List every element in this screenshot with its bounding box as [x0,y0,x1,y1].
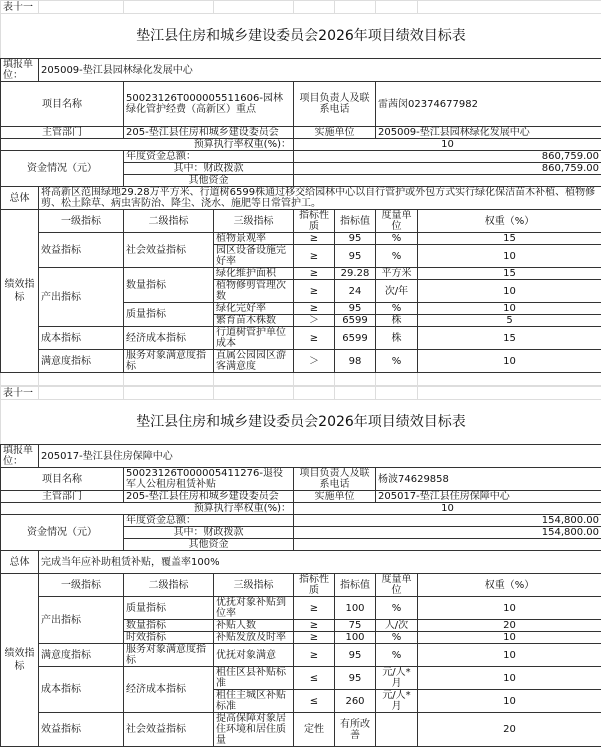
other-funds-label: 其他资金 [124,539,294,551]
dept-value: 205-垫江县住房和城乡建设委员会 [124,127,294,139]
empty-cell [335,1,376,14]
fiscal-label: 其中：财政拨款 [124,163,294,175]
level3-indicator: 提高保障对象居住环境和居住质量 [214,713,294,747]
indicator-nature: ＞ [294,315,335,327]
impl-label: 实施单位 [294,491,376,503]
level2-indicator: 质量指标 [124,303,214,327]
contact-label: 项目负责人及联系电话 [294,82,376,127]
column-header: 一级指标 [39,574,124,597]
measure-unit: % [376,597,418,620]
indicator-header-row [1,574,601,597]
column-header: 二级指标 [124,210,214,233]
measure-unit: % [376,245,418,268]
indicator-nature: ≤ [294,667,335,690]
column-header: 权重（%） [418,574,601,597]
indicator-nature: ≥ [294,303,335,315]
other-funds-value [294,175,601,187]
empty-cell [39,1,124,14]
overall-goal-row [1,551,601,574]
weight: 10 [418,303,601,315]
weight: 5 [418,315,601,327]
column-header: 度量单位 [376,210,418,233]
level3-indicator: 租住主城区补贴标准 [214,690,294,713]
level2-indicator: 经济成本指标 [124,327,214,350]
weight: 15 [418,268,601,280]
level2-indicator: 质量指标 [124,597,214,620]
empty-cell [294,387,335,400]
measure-unit: 株 [376,327,418,350]
measure-unit: % [376,303,418,315]
empty-cell [376,373,418,386]
indicator-nature: ＞ [294,350,335,373]
title-row [1,400,601,445]
empty-cell [124,373,214,386]
dept-row [1,127,601,139]
project-row [1,82,601,127]
indicator-nature: 定性 [294,713,335,747]
title-row [1,14,601,59]
impl-value: 205009-垫江县园林绿化发展中心 [376,127,601,139]
performance-target-table [0,386,601,747]
reporting-unit-value: 205009-垫江县园林绿化发展中心 [39,59,601,82]
empty-cell [418,1,601,14]
annual-total-label: 年度资金总额： [124,515,294,527]
level3-indicator: 繁育苗木株数 [214,315,294,327]
impl-value: 205017-垫江县住房保障中心 [376,491,601,503]
column-header: 度量单位 [376,574,418,597]
impl-label: 实施单位 [294,127,376,139]
column-header: 指标值 [335,210,376,233]
blank-row [1,373,601,386]
indicator-row [1,233,601,245]
performance-indicators-label: 绩效指标 [1,210,39,373]
column-header: 三级指标 [214,574,294,597]
empty-cell [124,387,214,400]
indicator-header-row [1,210,601,233]
annual-total-label: 年度资金总额： [124,151,294,163]
level3-indicator: 绿化完好率 [214,303,294,315]
indicator-row [1,597,601,620]
empty-cell [376,387,418,400]
level3-indicator: 直属公园园区游客满意度 [214,350,294,373]
budget-weight-label: 预算执行率权重(%)： [1,503,294,515]
empty-cell [335,373,376,386]
weight: 10 [418,690,601,713]
weight: 10 [418,350,601,373]
indicator-value: 260 [335,690,376,713]
overall-goal-row [1,187,601,210]
indicator-value: 100 [335,597,376,620]
overall-goal-text: 将高新区范围绿地29.28万平方米、行道树6599株通过移交给园林中心以自行管护或外包方式实行绿化保洁苗木补植、植物修剪、松土除草、病虫害防治、降尘、浇水、施肥等日常管护工。 [39,187,601,210]
page-title: 垫江县住房和城乡建设委员会2026年项目绩效目标表 [1,14,601,59]
empty-cell [1,373,39,386]
weight: 15 [418,233,601,245]
indicator-row [1,327,601,350]
column-header: 指标值 [335,574,376,597]
dept-row [1,491,601,503]
indicator-value: 95 [335,644,376,667]
indicator-value: 有所改善 [335,713,376,747]
indicator-nature: ≤ [294,690,335,713]
fiscal-label: 其中：财政拨款 [124,527,294,539]
empty-cell [39,373,124,386]
other-funds-value [294,539,601,551]
table-label: 表十一 [1,387,39,400]
level3-indicator: 优抚对象满意 [214,644,294,667]
overall-label: 总体 [1,187,39,210]
empty-cell [418,387,601,400]
empty-cell [418,373,601,386]
budget-weight-row [1,139,601,151]
measure-unit: 元/人*月 [376,667,418,690]
project-name-value: 50023126T000005411276-退役军人公租房租赁补贴 [124,468,294,491]
annual-total-value: 860,759.00 [294,151,601,163]
funds-label: 资金情况（元） [1,515,124,551]
level2-indicator: 数量指标 [124,268,214,303]
level2-indicator: 社会效益指标 [124,713,214,747]
indicator-value: 100 [335,632,376,644]
indicator-nature: ≥ [294,280,335,303]
performance-indicators-label: 绩效指标 [1,574,39,747]
level1-indicator: 产出指标 [39,268,124,327]
annual-total-value: 154,800.00 [294,515,601,527]
level3-indicator: 行道树管护单位成本 [214,327,294,350]
indicator-nature: ≥ [294,268,335,280]
contact-label: 项目负责人及联系电话 [294,468,376,491]
indicator-nature: ≥ [294,233,335,245]
level1-indicator: 效益指标 [39,713,124,747]
empty-cell [335,387,376,400]
level2-indicator: 时效指标 [124,632,214,644]
dept-label: 主管部门 [1,127,124,139]
funds-row [1,151,601,163]
reporting-unit-label: 填报单位： [1,445,39,468]
level3-indicator: 租住区县补贴标准 [214,667,294,690]
indicator-value: 95 [335,245,376,268]
indicator-value: 95 [335,667,376,690]
empty-cell [124,1,214,14]
column-header: 权重（%） [418,210,601,233]
funds-row [1,515,601,527]
indicator-value: 95 [335,233,376,245]
level2-indicator: 服务对象满意度指标 [124,644,214,667]
column-header: 指标性质 [294,210,335,233]
project-name-label: 项目名称 [1,82,124,127]
budget-weight-label: 预算执行率权重(%)： [1,139,294,151]
contact-value: 杨波74629858 [376,468,601,491]
indicator-row [1,644,601,667]
funds-label: 资金情况（元） [1,151,124,187]
weight: 10 [418,644,601,667]
column-header: 三级指标 [214,210,294,233]
indicator-value: 24 [335,280,376,303]
budget-weight-row [1,503,601,515]
level3-indicator: 补贴发放及时率 [214,632,294,644]
level3-indicator: 绿化维护面积 [214,268,294,280]
level3-indicator: 植物景观率 [214,233,294,245]
weight: 10 [418,597,601,620]
level2-indicator: 服务对象满意度指标 [124,350,214,373]
overall-label: 总体 [1,551,39,574]
measure-unit: % [376,233,418,245]
weight: 10 [418,280,601,303]
indicator-value: 75 [335,620,376,632]
weight: 10 [418,245,601,268]
indicator-nature: ≥ [294,632,335,644]
measure-unit: 株 [376,315,418,327]
measure-unit: % [376,350,418,373]
indicator-row [1,350,601,373]
level1-indicator: 成本指标 [39,327,124,350]
column-header: 二级指标 [124,574,214,597]
empty-cell [376,1,418,14]
weight: 10 [418,667,601,690]
page-title: 垫江县住房和城乡建设委员会2026年项目绩效目标表 [1,400,601,445]
level1-indicator: 满意度指标 [39,644,124,667]
column-header: 一级指标 [39,210,124,233]
dept-label: 主管部门 [1,491,124,503]
reporting-unit-row [1,445,601,468]
level1-indicator: 产出指标 [39,597,124,644]
level1-indicator: 成本指标 [39,667,124,713]
indicator-value: 98 [335,350,376,373]
dept-value: 205-垫江县住房和城乡建设委员会 [124,491,294,503]
indicator-value: 95 [335,303,376,315]
measure-unit: 次/年 [376,280,418,303]
level2-indicator: 数量指标 [124,620,214,632]
contact-value: 雷茜闵02374677982 [376,82,601,127]
sheet-label-row [1,387,601,400]
measure-unit: 平方米 [376,268,418,280]
measure-unit: % [376,632,418,644]
level3-indicator: 植物修剪管理次数 [214,280,294,303]
column-header: 指标性质 [294,574,335,597]
empty-cell [214,1,294,14]
indicator-value: 6599 [335,327,376,350]
project-name-value: 50023126T000005511606-园林绿化管护经费（高新区）重点 [124,82,294,127]
indicator-value: 6599 [335,315,376,327]
table-label: 表十一 [1,1,39,14]
indicator-value: 29.28 [335,268,376,280]
fiscal-value: 154,800.00 [294,527,601,539]
empty-cell [39,387,124,400]
level1-indicator: 满意度指标 [39,350,124,373]
level1-indicator: 效益指标 [39,233,124,268]
level2-indicator: 经济成本指标 [124,667,214,713]
weight: 20 [418,620,601,632]
measure-unit: % [376,644,418,667]
sheet-label-row [1,1,601,14]
level3-indicator: 优抚对象补贴到位率 [214,597,294,620]
level2-indicator: 社会效益指标 [124,233,214,268]
measure-unit: 人/次 [376,620,418,632]
indicator-nature: ≥ [294,620,335,632]
level3-indicator: 园区设备设施完好率 [214,245,294,268]
indicator-row [1,667,601,690]
indicator-nature: ≥ [294,644,335,667]
indicator-nature: ≥ [294,245,335,268]
budget-weight-value: 10 [294,139,601,151]
reporting-unit-label: 填报单位： [1,59,39,82]
weight: 10 [418,632,601,644]
indicator-nature: ≥ [294,327,335,350]
weight: 15 [418,327,601,350]
measure-unit: 元/人*月 [376,690,418,713]
measure-unit [376,713,418,747]
level3-indicator: 补贴人数 [214,620,294,632]
indicator-row [1,268,601,280]
project-name-label: 项目名称 [1,468,124,491]
weight: 20 [418,713,601,747]
project-row [1,468,601,491]
reporting-unit-row [1,59,601,82]
empty-cell [214,373,294,386]
indicator-nature: ≥ [294,597,335,620]
overall-goal-text: 完成当年应补助租赁补贴，覆盖率100% [39,551,601,574]
indicator-row [1,713,601,747]
reporting-unit-value: 205017-垫江县住房保障中心 [39,445,601,468]
empty-cell [294,373,335,386]
budget-weight-value: 10 [294,503,601,515]
empty-cell [214,387,294,400]
other-funds-label: 其他资金 [124,175,294,187]
empty-cell [294,1,335,14]
fiscal-value: 860,759.00 [294,163,601,175]
